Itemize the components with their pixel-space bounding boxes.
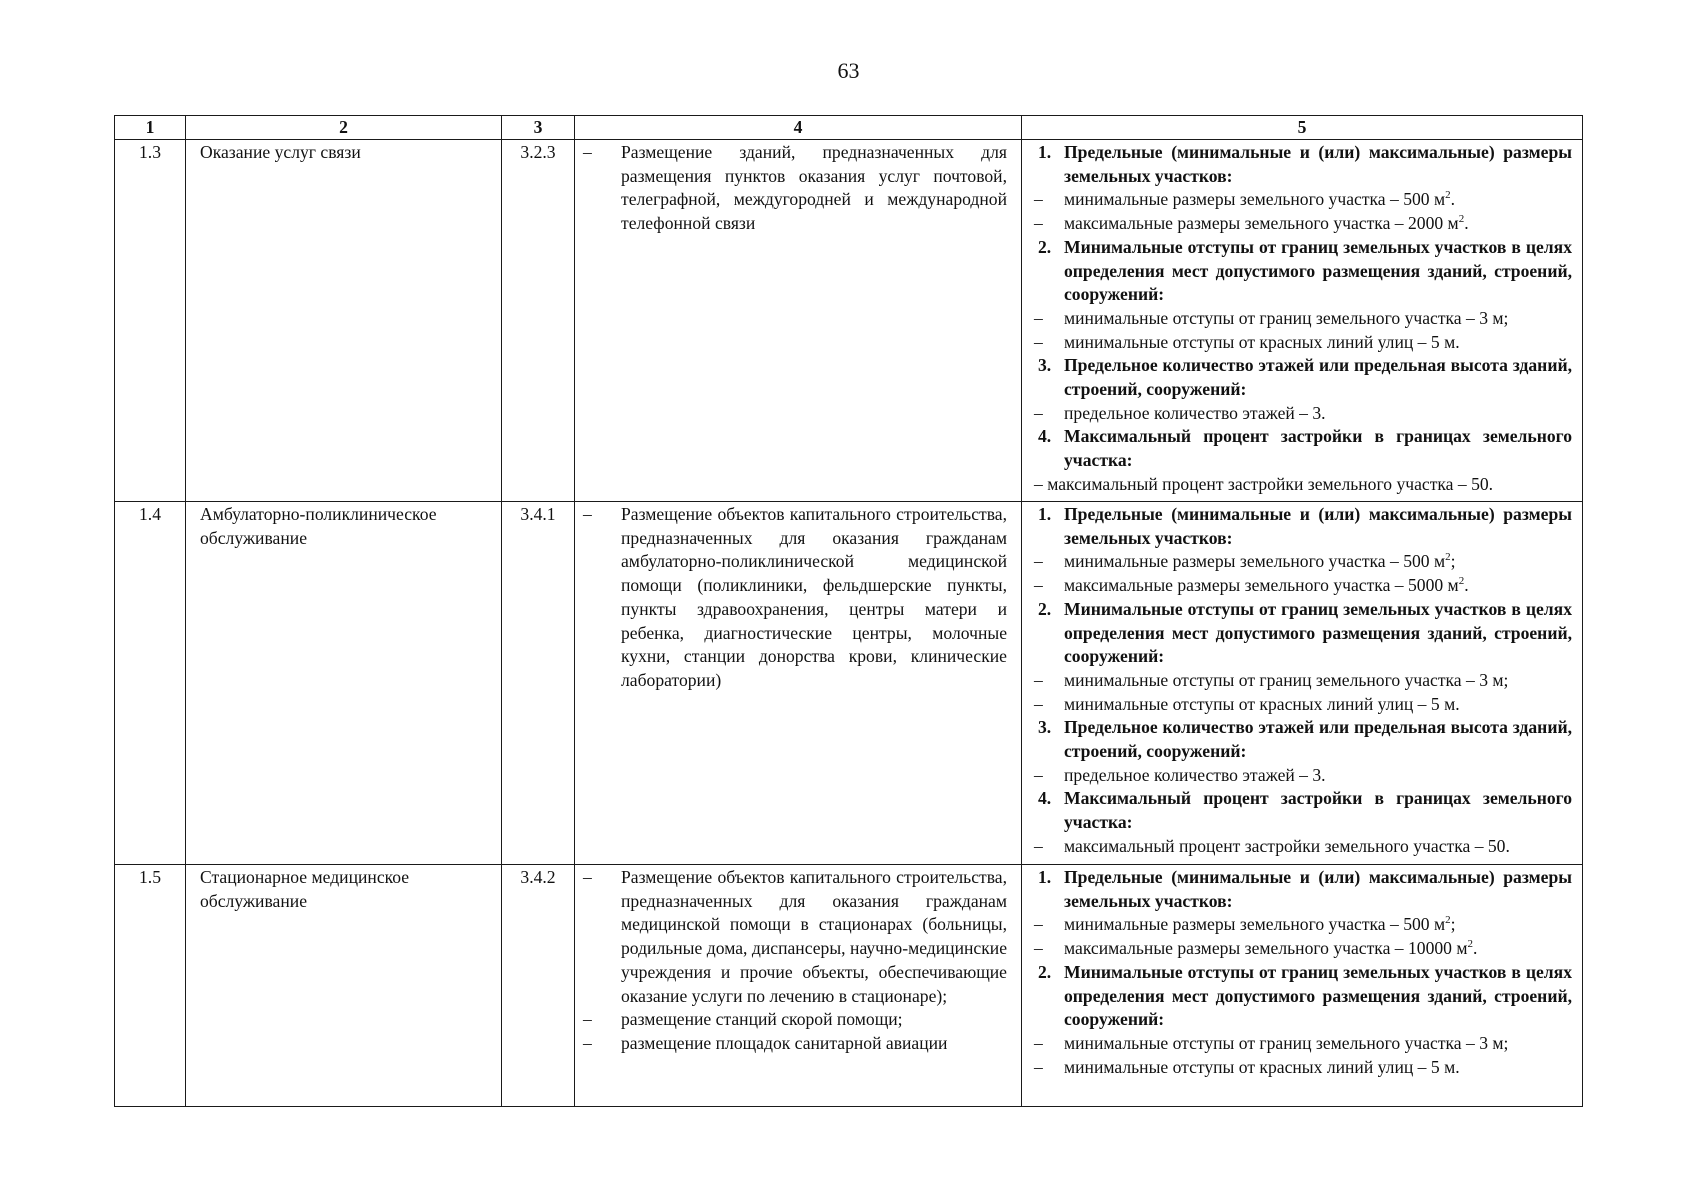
- use-code: 3.2.3: [502, 140, 575, 502]
- param-text: минимальные отступы от красных линий улиц – 5 м.: [1064, 1056, 1460, 1077]
- param-marker: –: [1034, 669, 1043, 690]
- zoning-regulations-table: [114, 115, 1583, 1107]
- use-description: [575, 502, 1022, 865]
- superscript: 2: [1458, 575, 1465, 588]
- use-name: Амбулаторно-поликлиническое обслуживание: [186, 502, 502, 865]
- param-text: Предельные (минимальные и (или) максимальные) размеры земельных участков:: [1064, 867, 1572, 911]
- param-text: Максимальный процент застройки в границах земельного участка:: [1064, 426, 1572, 471]
- param-marker: –: [1034, 189, 1043, 210]
- param-text-tail: ;: [1450, 551, 1456, 572]
- param-text: предельное количество этажей – 3.: [1064, 764, 1326, 785]
- param-marker: 2.: [1038, 236, 1052, 257]
- param-marker: –: [1034, 213, 1043, 234]
- dash-marker: –: [583, 504, 592, 524]
- param-marker: –: [1034, 693, 1043, 714]
- param-heading: [1034, 503, 1572, 550]
- param-item: [1034, 693, 1572, 717]
- param-text-main: минимальные размеры земельного участка – 500 м: [1064, 189, 1446, 210]
- param-item: – максимальный процент застройки земельного участка – 50.: [1034, 473, 1494, 494]
- param-text: Предельные (минимальные и (или) максимальные) размеры земельных участков:: [1064, 504, 1572, 548]
- header-col-4: 4: [575, 116, 1022, 140]
- superscript: 2: [1458, 213, 1465, 226]
- use-item: [583, 866, 1007, 1008]
- use-item-text: Размещение объектов капитального строительства, предназначенных для оказания гражданам амбулаторно-поликлинической медицинской помощи (поликлиники, фельдшерские пункты, пункты здравоохранения, центры матери и ребенка, диагностические центры, молочные кухни, станции донорства крови, клинические лаборатории): [621, 504, 1007, 690]
- use-name: Стационарное медицинское обслуживание: [186, 865, 502, 1107]
- param-text-tail: .: [1473, 938, 1478, 959]
- param-text: [1064, 913, 1572, 937]
- param-heading: [1034, 716, 1572, 763]
- param-text-main: максимальные размеры земельного участка – 10000 м: [1064, 938, 1468, 959]
- param-text: Максимальный процент застройки в границах земельного участка:: [1064, 788, 1572, 833]
- parameters-cell: [1022, 140, 1583, 502]
- row-number: 1.5: [115, 865, 186, 1107]
- use-description: [575, 140, 1022, 502]
- superscript: 2: [1445, 551, 1451, 564]
- param-text-main: максимальные размеры земельного участка – 5000 м: [1064, 575, 1459, 596]
- use-item: [583, 141, 1007, 236]
- use-item: [583, 503, 1007, 693]
- parameters-cell: [1022, 502, 1583, 865]
- param-marker: 1.: [1038, 867, 1052, 887]
- param-item: [1034, 307, 1572, 331]
- param-text: предельное количество этажей – 3.: [1064, 402, 1326, 423]
- param-item: [1034, 550, 1572, 574]
- param-marker: –: [1034, 551, 1043, 572]
- param-text: Минимальные отступы от границ земельных участков в целях определения мест допустимого размещения зданий, строений, сооружений:: [1064, 236, 1572, 305]
- param-text: [1064, 574, 1572, 598]
- param-marker: 3.: [1038, 355, 1052, 376]
- param-text: Минимальные отступы от границ земельных участков в целях определения мест допустимого размещения зданий, строений, сооружений:: [1064, 961, 1572, 1030]
- param-heading: [1034, 141, 1572, 188]
- table-body: [115, 140, 1583, 1107]
- param-marker: –: [1034, 1032, 1043, 1053]
- param-text: Предельные (минимальные и (или) максимальные) размеры земельных участков:: [1064, 142, 1572, 186]
- param-text: [1064, 188, 1572, 212]
- header-col-5: 5: [1022, 116, 1583, 140]
- param-marker: –: [1034, 402, 1043, 423]
- param-heading: [1034, 787, 1572, 834]
- param-text: минимальные отступы от границ земельного участка – 3 м;: [1064, 1032, 1509, 1053]
- param-text: [1064, 550, 1572, 574]
- use-code: 3.4.2: [502, 865, 575, 1107]
- header-col-3: 3: [502, 116, 575, 140]
- param-item: [1034, 913, 1572, 937]
- param-item: [1034, 835, 1572, 859]
- superscript: 2: [1445, 914, 1451, 927]
- parameters-cell: [1022, 865, 1583, 1107]
- param-text: минимальные отступы от границ земельного участка – 3 м;: [1064, 669, 1509, 690]
- param-text: минимальные отступы от красных линий улиц – 5 м.: [1064, 331, 1460, 352]
- row-number: 1.3: [115, 140, 186, 502]
- param-heading: [1034, 425, 1572, 472]
- row-number: 1.4: [115, 502, 186, 865]
- use-code: 3.4.1: [502, 502, 575, 865]
- page-number: 63: [837, 58, 860, 83]
- superscript: 2: [1445, 189, 1451, 202]
- use-item-text: Размещение объектов капитального строительства, предназначенных для оказания гражданам медицинской помощи в стационарах (больницы, родильные дома, диспансеры, научно-медицинские учреждения и прочие объекты, обеспечивающие оказание услуги по лечению в стационаре);: [621, 867, 1007, 1006]
- param-text: максимальный процент застройки земельного участка – 50.: [1064, 835, 1510, 856]
- param-text-main: максимальные размеры земельного участка – 2000 м: [1064, 213, 1459, 234]
- param-heading: [1034, 598, 1572, 669]
- use-item-text: размещение станций скорой помощи;: [621, 1009, 903, 1030]
- param-heading: [1034, 354, 1572, 401]
- param-item: [1034, 1032, 1572, 1056]
- table-row: [115, 502, 1583, 865]
- param-text: минимальные отступы от красных линий улиц – 5 м.: [1064, 693, 1460, 714]
- param-item: [1034, 331, 1572, 355]
- param-item: [1034, 764, 1572, 788]
- param-item: [1034, 188, 1572, 212]
- param-item: [1034, 1056, 1572, 1080]
- param-text: [1064, 937, 1572, 961]
- param-text: Предельное количество этажей или предельная высота зданий, строений, сооружений:: [1064, 355, 1572, 400]
- dash-marker: –: [583, 867, 592, 887]
- table-row: [115, 140, 1583, 502]
- param-marker: 2.: [1038, 598, 1052, 619]
- param-heading: [1034, 866, 1572, 913]
- param-heading: [1034, 236, 1572, 307]
- param-item: [1034, 402, 1572, 426]
- param-text-tail: .: [1464, 213, 1469, 234]
- use-name: Оказание услуг связи: [186, 140, 502, 502]
- param-marker: –: [1034, 307, 1043, 328]
- param-marker: 2.: [1038, 961, 1052, 982]
- use-item-text: Размещение зданий, предназначенных для размещения пунктов оказания услуг почтовой, телеграфной, междугородней и международной телефонной связи: [621, 142, 1007, 234]
- param-item: [1034, 212, 1572, 236]
- param-marker: –: [1034, 575, 1043, 596]
- param-marker: 4.: [1038, 426, 1052, 447]
- header-col-2: 2: [186, 116, 502, 140]
- param-marker: 4.: [1038, 788, 1052, 809]
- param-marker: –: [1034, 1056, 1043, 1077]
- param-text-main: минимальные размеры земельного участка – 500 м: [1064, 551, 1446, 572]
- dash-marker: –: [583, 1032, 592, 1053]
- param-marker: –: [1034, 914, 1043, 935]
- dash-marker: –: [583, 142, 592, 162]
- param-marker: –: [1034, 764, 1043, 785]
- param-marker: 1.: [1038, 504, 1052, 524]
- param-text-tail: .: [1450, 189, 1456, 210]
- use-item: [583, 1032, 1007, 1056]
- param-marker: 1.: [1038, 142, 1052, 162]
- param-text-tail: .: [1464, 575, 1469, 596]
- param-marker: –: [1034, 835, 1043, 856]
- header-col-1: 1: [115, 116, 186, 140]
- param-text-tail: ;: [1450, 914, 1456, 935]
- param-marker: –: [1034, 938, 1043, 959]
- param-item: [1034, 574, 1572, 598]
- table-header-row: [115, 116, 1583, 140]
- param-item: [1034, 669, 1572, 693]
- dash-marker: –: [583, 1009, 592, 1030]
- param-marker: 3.: [1038, 717, 1052, 738]
- param-text-main: минимальные размеры земельного участка – 500 м: [1064, 914, 1446, 935]
- param-text: минимальные отступы от границ земельного участка – 3 м;: [1064, 307, 1509, 328]
- param-item: [1034, 937, 1572, 961]
- use-description: [575, 865, 1022, 1107]
- table-row: [115, 865, 1583, 1107]
- param-heading: [1034, 961, 1572, 1032]
- param-text: Предельное количество этажей или предельная высота зданий, строений, сооружений:: [1064, 717, 1572, 762]
- use-item-text: размещение площадок санитарной авиации: [621, 1032, 948, 1053]
- param-marker: –: [1034, 331, 1043, 352]
- param-text: Минимальные отступы от границ земельных участков в целях определения мест допустимого размещения зданий, строений, сооружений:: [1064, 598, 1572, 667]
- param-text: [1064, 212, 1572, 236]
- superscript: 2: [1467, 938, 1473, 951]
- use-item: [583, 1008, 1007, 1032]
